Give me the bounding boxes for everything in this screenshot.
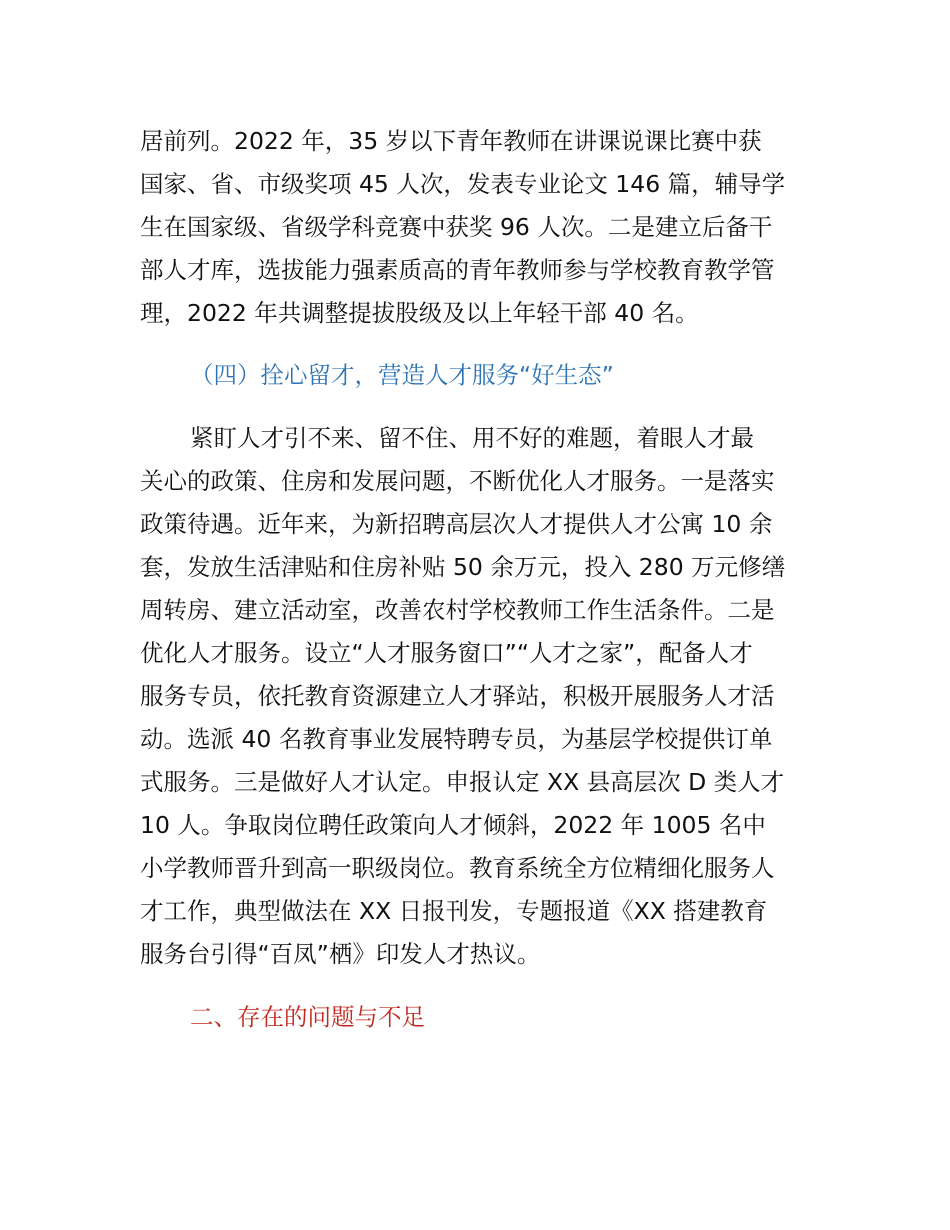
paragraph-line: 周转房、建立活动室，改善农村学校教师工作生活条件。二是: [140, 596, 775, 624]
paragraph-line: 优化人才服务。设立“人才服务窗口”“人才之家”，配备人才: [140, 639, 753, 667]
paragraph-line: 部人才库，选拔能力强素质高的青年教师参与学校教育教学管: [140, 256, 775, 284]
paragraph-line: 小学教师晋升到高一职级岗位。教育系统全方位精细化服务人: [140, 854, 775, 882]
paragraph-line: 套，发放生活津贴和住房补贴 50 余万元，投入 280 万元修缮: [140, 553, 786, 581]
section-heading-4: （四）拴心留才，营造人才服务“好生态”: [190, 361, 614, 389]
paragraph-line: 才工作，典型做法在 XX 日报刊发，专题报道《XX 搭建教育: [140, 897, 768, 925]
paragraph-line: 生在国家级、省级学科竞赛中获奖 96 人次。二是建立后备干: [140, 213, 773, 241]
paragraph-line: 政策待遇。近年来，为新招聘高层次人才提供人才公寓 10 余: [140, 510, 773, 538]
paragraph-line: 式服务。三是做好人才认定。申报认定 XX 县高层次 D 类人才: [140, 768, 785, 796]
paragraph-line: 服务台引得“百凤”栖》印发人才热议。: [140, 940, 541, 968]
paragraph-line: 10 人。争取岗位聘任政策向人才倾斜，2022 年 1005 名中: [140, 811, 766, 839]
paragraph-line: 理，2022 年共调整提拔股级及以上年轻干部 40 名。: [140, 299, 699, 327]
paragraph-line: 服务专员，依托教育资源建立人才驿站，积极开展服务人才活: [140, 682, 775, 710]
paragraph-line: 关心的政策、住房和发展问题，不断优化人才服务。一是落实: [140, 467, 775, 495]
paragraph-line: 居前列。2022 年，35 岁以下青年教师在讲课说课比赛中获: [140, 127, 762, 155]
section-heading-2: 二、存在的问题与不足: [190, 1003, 425, 1031]
paragraph-line: 动。选派 40 名教育事业发展特聘专员，为基层学校提供订单: [140, 725, 773, 753]
paragraph-line: 国家、省、市级奖项 45 人次，发表专业论文 146 篇，辅导学: [140, 170, 786, 198]
paragraph-line: 紧盯人才引不来、留不住、用不好的难题，着眼人才最: [190, 424, 754, 452]
